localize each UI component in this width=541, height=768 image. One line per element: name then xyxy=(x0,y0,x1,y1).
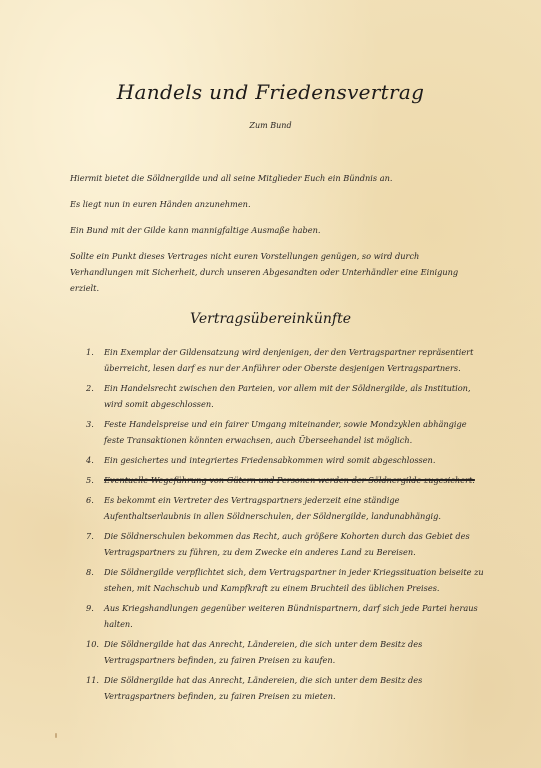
agreement-item xyxy=(86,380,486,412)
agreement-item xyxy=(86,528,486,560)
item-text: Die Söldnergilde hat das Anrecht, Ländereien, die sich unter dem Besitz des Vertragspartners befinden, zu fairen Preisen zu kaufen. xyxy=(104,639,423,665)
item-text: Die Söldnerschulen bekommen das Recht, auch größere Kohorten durch das Gebiet des Vertragspartners zu führen, zu dem Zwecke ein anderes Land zu Bereisen. xyxy=(104,531,470,557)
agreement-item xyxy=(86,672,486,704)
item-text: Ein Handelsrecht zwischen den Parteien, vor allem mit der Söldnergilde, als Institution, wird somit abgeschlossen. xyxy=(104,383,471,409)
item-number: 3. xyxy=(86,419,94,429)
item-text: Es bekommt ein Vertreter des Vertragspartners jederzeit eine ständige Aufenthaltserlaubnis in allen Söldnerschulen, der Söldnergilde, landunabhängig. xyxy=(104,495,442,521)
item-text-struck: Eventuelle Wegeführung von Gütern und Personen werden der Söldnergilde zugesichert. xyxy=(104,475,475,485)
document-title: Handels und Friedensvertrag xyxy=(116,80,425,104)
section-heading: Vertragsübereinkünfte xyxy=(190,311,351,327)
agreement-item xyxy=(86,452,486,468)
item-text: Aus Kriegshandlungen gegenüber weiteren Bündnispartnern, darf sich jede Partei heraus halten. xyxy=(104,603,478,629)
agreement-item xyxy=(86,636,486,668)
item-number: 4. xyxy=(86,455,94,465)
item-number: 5. xyxy=(86,475,94,485)
item-number: 11. xyxy=(86,675,100,685)
agreement-item xyxy=(86,600,486,632)
item-text: Die Söldnergilde verpflichtet sich, dem Vertragspartner in jeder Kriegssituation beiseite zu stehen, mit Nachschub und Kampfkraft zu einem Bruchteil des üblichen Preises. xyxy=(104,567,484,593)
agreement-list xyxy=(86,344,486,708)
agreement-item xyxy=(86,416,486,448)
item-number: 10. xyxy=(86,639,100,649)
item-text: Feste Handelspreise und ein fairer Umgang miteinander, sowie Mondzyklen abhängige feste Transaktionen könnten erwachsen, auch Überseehandel ist möglich. xyxy=(104,419,467,445)
document-subtitle: Zum Bund xyxy=(249,121,292,130)
intro-paragraph: Ein Bund mit der Gilde kann mannigfaltige Ausmaße haben. xyxy=(70,225,321,235)
intro-paragraph: Hiermit bietet die Söldnergilde und all seine Mitglieder Euch ein Bündnis an. xyxy=(70,173,393,183)
item-text: Ein Exemplar der Gildensatzung wird denjenigen, der den Vertragspartner repräsentiert überreicht, lesen darf es nur der Anführer oder Oberste desjenigen Vertragspartners. xyxy=(104,347,474,373)
intro-paragraph: Es liegt nun in euren Händen anzunehmen. xyxy=(70,199,251,209)
parchment-stain xyxy=(55,733,57,738)
intro-paragraph: Sollte ein Punkt dieses Vertrages nicht euren Vorstellungen genügen, so wird durch Verhandlungen mit Sicherheit, durch unseren Abgesandten oder Unterhändler eine Einigung erzielt. xyxy=(70,251,459,293)
item-number: 1. xyxy=(86,347,94,357)
agreement-item xyxy=(86,344,486,376)
agreement-item xyxy=(86,564,486,596)
item-number: 2. xyxy=(86,383,94,393)
item-text: Die Söldnergilde hat das Anrecht, Ländereien, die sich unter dem Besitz des Vertragspartners befinden, zu fairen Preisen zu mieten. xyxy=(104,675,423,701)
item-text: Ein gesichertes und integriertes Friedensabkommen wird somit abgeschlossen. xyxy=(104,455,436,465)
item-number: 6. xyxy=(86,495,94,505)
item-number: 9. xyxy=(86,603,94,613)
item-number: 7. xyxy=(86,531,94,541)
item-number: 8. xyxy=(86,567,94,577)
agreement-item-struck xyxy=(86,472,486,488)
agreement-item xyxy=(86,492,486,524)
